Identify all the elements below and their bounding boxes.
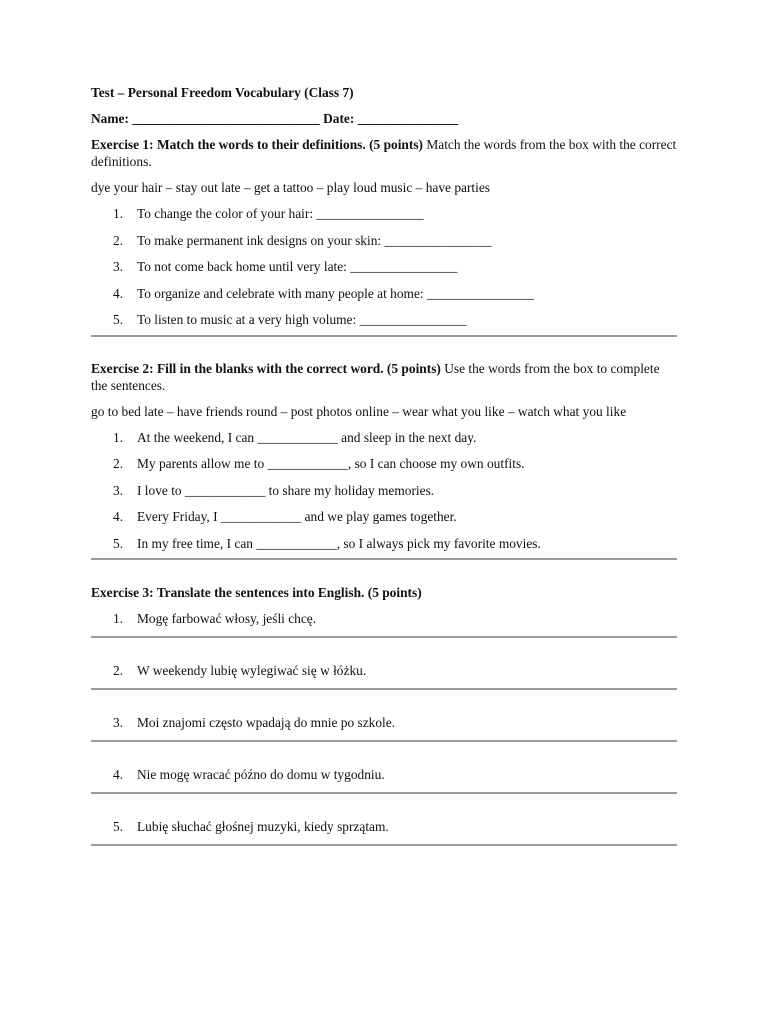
- exercise-2-instructions: Use the words from the box to complete the sentences.: [91, 360, 660, 393]
- list-item: [91, 455, 677, 482]
- item-text: To change the color of your hair: ________________: [137, 206, 424, 221]
- list-item: [91, 285, 677, 312]
- worksheet-page: [91, 84, 677, 870]
- item-text: Nie mogę wracać późno do domu w tygodniu.: [137, 767, 385, 782]
- item-text: Every Friday, I ____________ and we play games together.: [137, 509, 457, 524]
- exercise-2-heading: [91, 360, 677, 394]
- exercise-1-word-box: dye your hair – stay out late – get a tattoo – play loud music – have parties: [91, 180, 491, 195]
- name-date-line: Name: ____________________________ Date: _______________: [91, 111, 459, 126]
- translation-item: [91, 610, 677, 627]
- item-number: 5.: [113, 312, 124, 327]
- item-text: To not come back home until very late: ________________: [137, 259, 458, 274]
- item-number: 2.: [113, 663, 124, 678]
- item-text: To organize and celebrate with many people at home: ________________: [137, 285, 535, 301]
- translation-item: [91, 766, 677, 783]
- translation-item: [91, 818, 677, 835]
- list-item: [91, 205, 677, 232]
- answer-line: [91, 844, 677, 846]
- item-number: 4.: [113, 285, 124, 301]
- answer-line: [91, 740, 677, 742]
- item-text: W weekendy lubię wylegiwać się w łóżku.: [137, 663, 367, 678]
- item-text: My parents allow me to ____________, so I can choose my own outfits.: [137, 456, 525, 471]
- list-item: [91, 429, 677, 456]
- list-item: [91, 482, 677, 509]
- translation-item: [91, 662, 677, 679]
- page-title: Test – Personal Freedom Vocabulary (Class 7): [91, 85, 354, 100]
- item-number: 1.: [113, 206, 124, 221]
- exercise-3: [91, 584, 677, 846]
- item-number: 1.: [113, 429, 124, 445]
- answer-line: [91, 688, 677, 690]
- item-text: Mogę farbować włosy, jeśli chcę.: [137, 611, 317, 626]
- exercise-1-heading-bold: Exercise 1: Match the words to their definitions. (5 points): [91, 137, 424, 152]
- item-text: To make permanent ink designs on your skin: ________________: [137, 232, 492, 248]
- item-number: 4.: [113, 509, 124, 524]
- exercise-2-word-box: go to bed late – have friends round – post photos online – wear what you like – watch what you like: [91, 403, 627, 419]
- exercise-1-list: [91, 205, 677, 338]
- item-number: 2.: [113, 456, 124, 471]
- list-item: [91, 258, 677, 285]
- item-number: 3.: [113, 482, 124, 498]
- translation-item: [91, 714, 677, 731]
- item-number: 3.: [113, 259, 124, 274]
- exercise-2: [91, 360, 677, 561]
- item-text: At the weekend, I can ____________ and sleep in the next day.: [137, 429, 477, 445]
- item-text: To listen to music at a very high volume: ________________: [137, 312, 467, 327]
- answer-line: [91, 636, 677, 638]
- item-number: 1.: [113, 611, 124, 626]
- item-number: 5.: [113, 535, 124, 551]
- answer-line: [91, 792, 677, 794]
- exercise-1: [91, 136, 677, 337]
- item-number: 4.: [113, 767, 124, 782]
- exercise-3-heading: Exercise 3: Translate the sentences into English. (5 points): [91, 585, 422, 600]
- item-number: 5.: [113, 819, 124, 834]
- exercise-2-heading-bold: Exercise 2: Fill in the blanks with the correct word. (5 points): [91, 360, 441, 376]
- list-item: [91, 535, 677, 562]
- exercise-1-heading: [91, 136, 677, 170]
- list-item: [91, 232, 677, 259]
- item-text: Moi znajomi często wpadają do mnie po szkole.: [137, 715, 396, 730]
- list-item: [91, 508, 677, 535]
- item-number: 3.: [113, 715, 124, 730]
- item-number: 2.: [113, 232, 124, 248]
- item-text: Lubię słuchać głośnej muzyki, kiedy sprzątam.: [137, 819, 389, 834]
- exercise-1-instructions: Match the words from the box with the correct definitions.: [91, 137, 677, 169]
- exercise-2-list: [91, 429, 677, 562]
- item-text: I love to ____________ to share my holiday memories.: [137, 482, 435, 498]
- list-item: [91, 311, 677, 338]
- item-text: In my free time, I can ____________, so I always pick my favorite movies.: [137, 535, 541, 551]
